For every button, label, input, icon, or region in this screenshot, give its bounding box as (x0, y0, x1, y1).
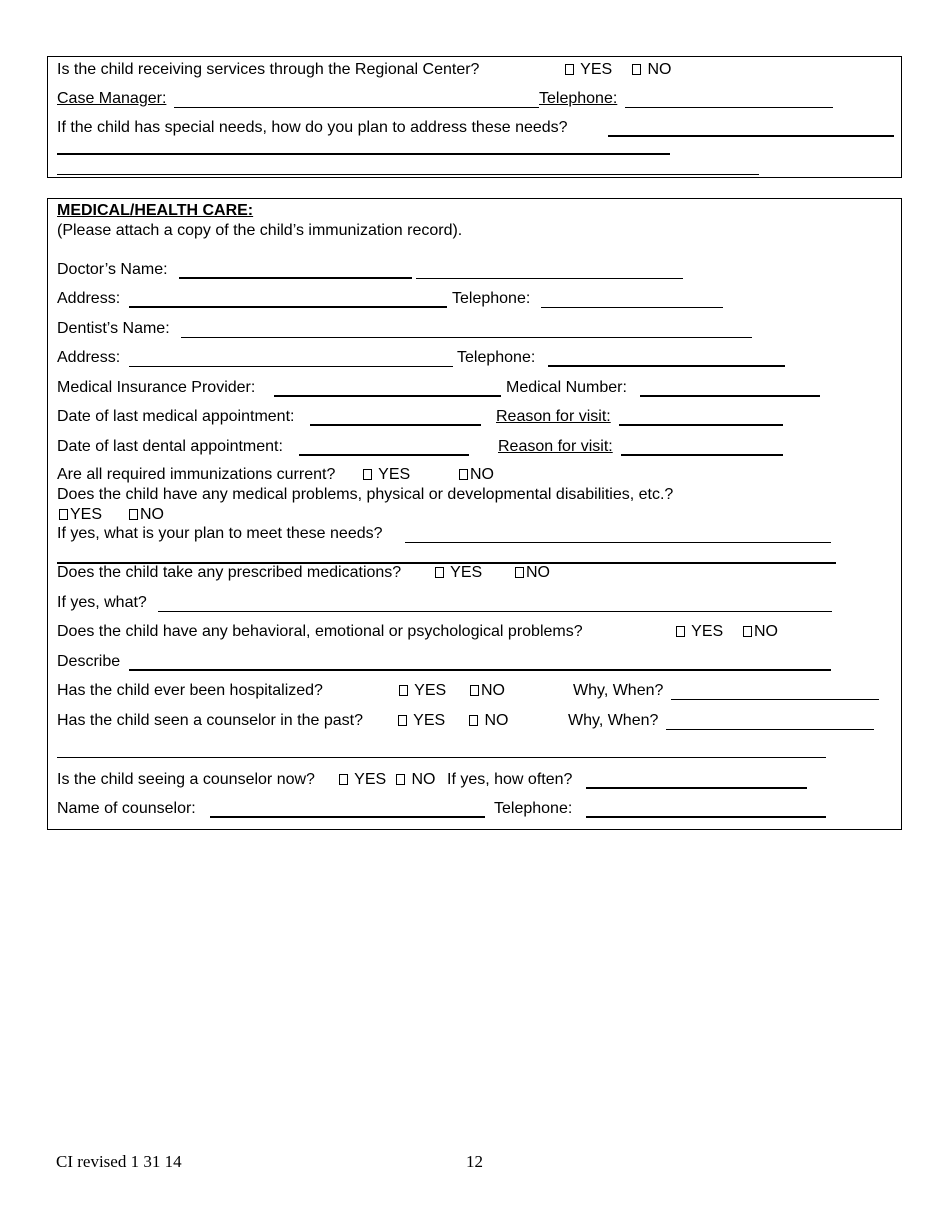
special-needs-field[interactable] (608, 135, 894, 137)
counselor-past-no-option[interactable]: NO (469, 711, 508, 731)
describe-field[interactable] (129, 669, 831, 671)
doctor-name-field-2[interactable] (416, 278, 683, 279)
no-checkbox[interactable] (515, 567, 524, 578)
no-checkbox[interactable] (743, 626, 752, 637)
medical-section-title: MEDICAL/HEALTH CARE: (57, 202, 254, 219)
yes-checkbox[interactable] (59, 509, 68, 520)
counselor-past-question: Has the child seen a counselor in the past? (57, 712, 363, 729)
counselor-now-no-option[interactable]: NO (396, 770, 435, 790)
dentist-address-label: Address: (57, 349, 121, 366)
no-checkbox[interactable] (632, 64, 641, 75)
medications-what-field[interactable] (158, 611, 832, 612)
regional-center-question: Is the child receiving services through the Regional Center? (57, 61, 480, 78)
dentist-name-label: Dentist’s Name: (57, 320, 170, 337)
special-needs-field-line-3[interactable] (57, 174, 759, 175)
dental-reason-label: Reason for visit: (498, 438, 613, 455)
case-manager-label: Case Manager: (57, 90, 167, 107)
yes-checkbox[interactable] (398, 715, 407, 726)
case-manager-telephone-field[interactable] (625, 107, 833, 108)
revision-note: CI revised 1 31 14 (56, 1152, 182, 1171)
yes-checkbox[interactable] (676, 626, 685, 637)
dental-reason-field[interactable] (621, 454, 783, 456)
case-manager-field[interactable] (174, 107, 539, 108)
behavioral-yes-option[interactable]: YES (676, 622, 723, 642)
medical-reason-field[interactable] (619, 424, 783, 426)
medical-number-label: Medical Number: (506, 379, 627, 396)
no-checkbox[interactable] (459, 469, 468, 480)
doctor-name-label: Doctor’s Name: (57, 261, 168, 278)
no-checkbox[interactable] (469, 715, 478, 726)
last-medical-appointment-label: Date of last medical appointment: (57, 408, 295, 425)
counselor-frequency-label: If yes, how often? (447, 771, 573, 788)
immunizations-yes-option[interactable]: YES (363, 465, 410, 485)
yes-checkbox[interactable] (565, 64, 574, 75)
insurance-provider-label: Medical Insurance Provider: (57, 379, 256, 396)
counselor-telephone-label: Telephone: (494, 800, 573, 817)
counselor-telephone-field[interactable] (586, 816, 826, 818)
no-checkbox[interactable] (129, 509, 138, 520)
counselor-past-why-field[interactable] (666, 729, 874, 730)
counselor-frequency-field[interactable] (586, 787, 807, 789)
last-dental-appointment-label: Date of last dental appointment: (57, 438, 283, 455)
medical-reason-label: Reason for visit: (496, 408, 611, 425)
regional-no-option[interactable]: NO (632, 60, 671, 80)
doctor-name-field[interactable] (179, 277, 412, 279)
hospitalized-question: Has the child ever been hospitalized? (57, 682, 323, 699)
doctor-telephone-field[interactable] (541, 307, 723, 308)
dentist-address-field[interactable] (129, 366, 453, 367)
counselor-now-yes-option[interactable]: YES (339, 770, 386, 790)
regional-yes-option[interactable]: YES (565, 60, 612, 80)
behavioral-no-option[interactable]: NO (743, 622, 778, 642)
medications-question: Does the child take any prescribed medications? (57, 564, 402, 581)
last-dental-appointment-field[interactable] (299, 454, 469, 456)
hospitalized-yes-option[interactable]: YES (399, 681, 446, 701)
special-needs-question: If the child has special needs, how do you plan to address these needs? (57, 119, 568, 136)
counselor-past-yes-option[interactable]: YES (398, 711, 445, 731)
page-number: 12 (466, 1152, 483, 1171)
dentist-telephone-field[interactable] (548, 365, 785, 367)
medications-what-label: If yes, what? (57, 594, 147, 611)
counselor-past-why-label: Why, When? (568, 712, 659, 729)
doctor-address-label: Address: (57, 290, 121, 307)
behavioral-question: Does the child have any behavioral, emotional or psychological problems? (57, 623, 583, 640)
doctor-telephone-label: Telephone: (452, 290, 531, 307)
immunizations-question: Are all required immunizations current? (57, 466, 336, 483)
hospitalized-why-label: Why, When? (573, 682, 664, 699)
no-checkbox[interactable] (396, 774, 405, 785)
immunizations-no-option[interactable]: NO (459, 465, 494, 485)
counselor-name-field[interactable] (210, 816, 485, 818)
last-medical-appointment-field[interactable] (310, 424, 481, 426)
medical-problems-no-option[interactable]: NO (129, 505, 164, 525)
insurance-provider-field[interactable] (274, 395, 501, 397)
describe-label: Describe (57, 653, 121, 670)
hospitalized-no-option[interactable]: NO (470, 681, 505, 701)
dentist-telephone-label: Telephone: (457, 349, 536, 366)
regional-center-section (47, 56, 902, 178)
counselor-past-field-line-2[interactable] (57, 757, 826, 758)
hospitalized-why-field[interactable] (671, 699, 879, 700)
yes-checkbox[interactable] (339, 774, 348, 785)
plan-field[interactable] (405, 542, 831, 543)
doctor-address-field[interactable] (129, 306, 447, 308)
no-checkbox[interactable] (470, 685, 479, 696)
immunization-note: (Please attach a copy of the child’s immunization record). (57, 222, 463, 239)
special-needs-field-line-2[interactable] (57, 153, 670, 155)
medical-problems-yes-option[interactable]: YES (59, 505, 102, 525)
medications-no-option[interactable]: NO (515, 563, 550, 583)
medical-health-care-section (47, 198, 902, 830)
counselor-now-question: Is the child seeing a counselor now? (57, 771, 315, 788)
medical-problems-question: Does the child have any medical problems, physical or developmental disabilities, etc.? (57, 486, 674, 503)
plan-question: If yes, what is your plan to meet these needs? (57, 525, 383, 542)
case-manager-telephone-label: Telephone: (539, 90, 618, 107)
yes-checkbox[interactable] (399, 685, 408, 696)
dentist-name-field[interactable] (181, 337, 752, 338)
yes-checkbox[interactable] (363, 469, 372, 480)
counselor-name-label: Name of counselor: (57, 800, 196, 817)
yes-checkbox[interactable] (435, 567, 444, 578)
medical-number-field[interactable] (640, 395, 820, 397)
medications-yes-option[interactable]: YES (435, 563, 482, 583)
